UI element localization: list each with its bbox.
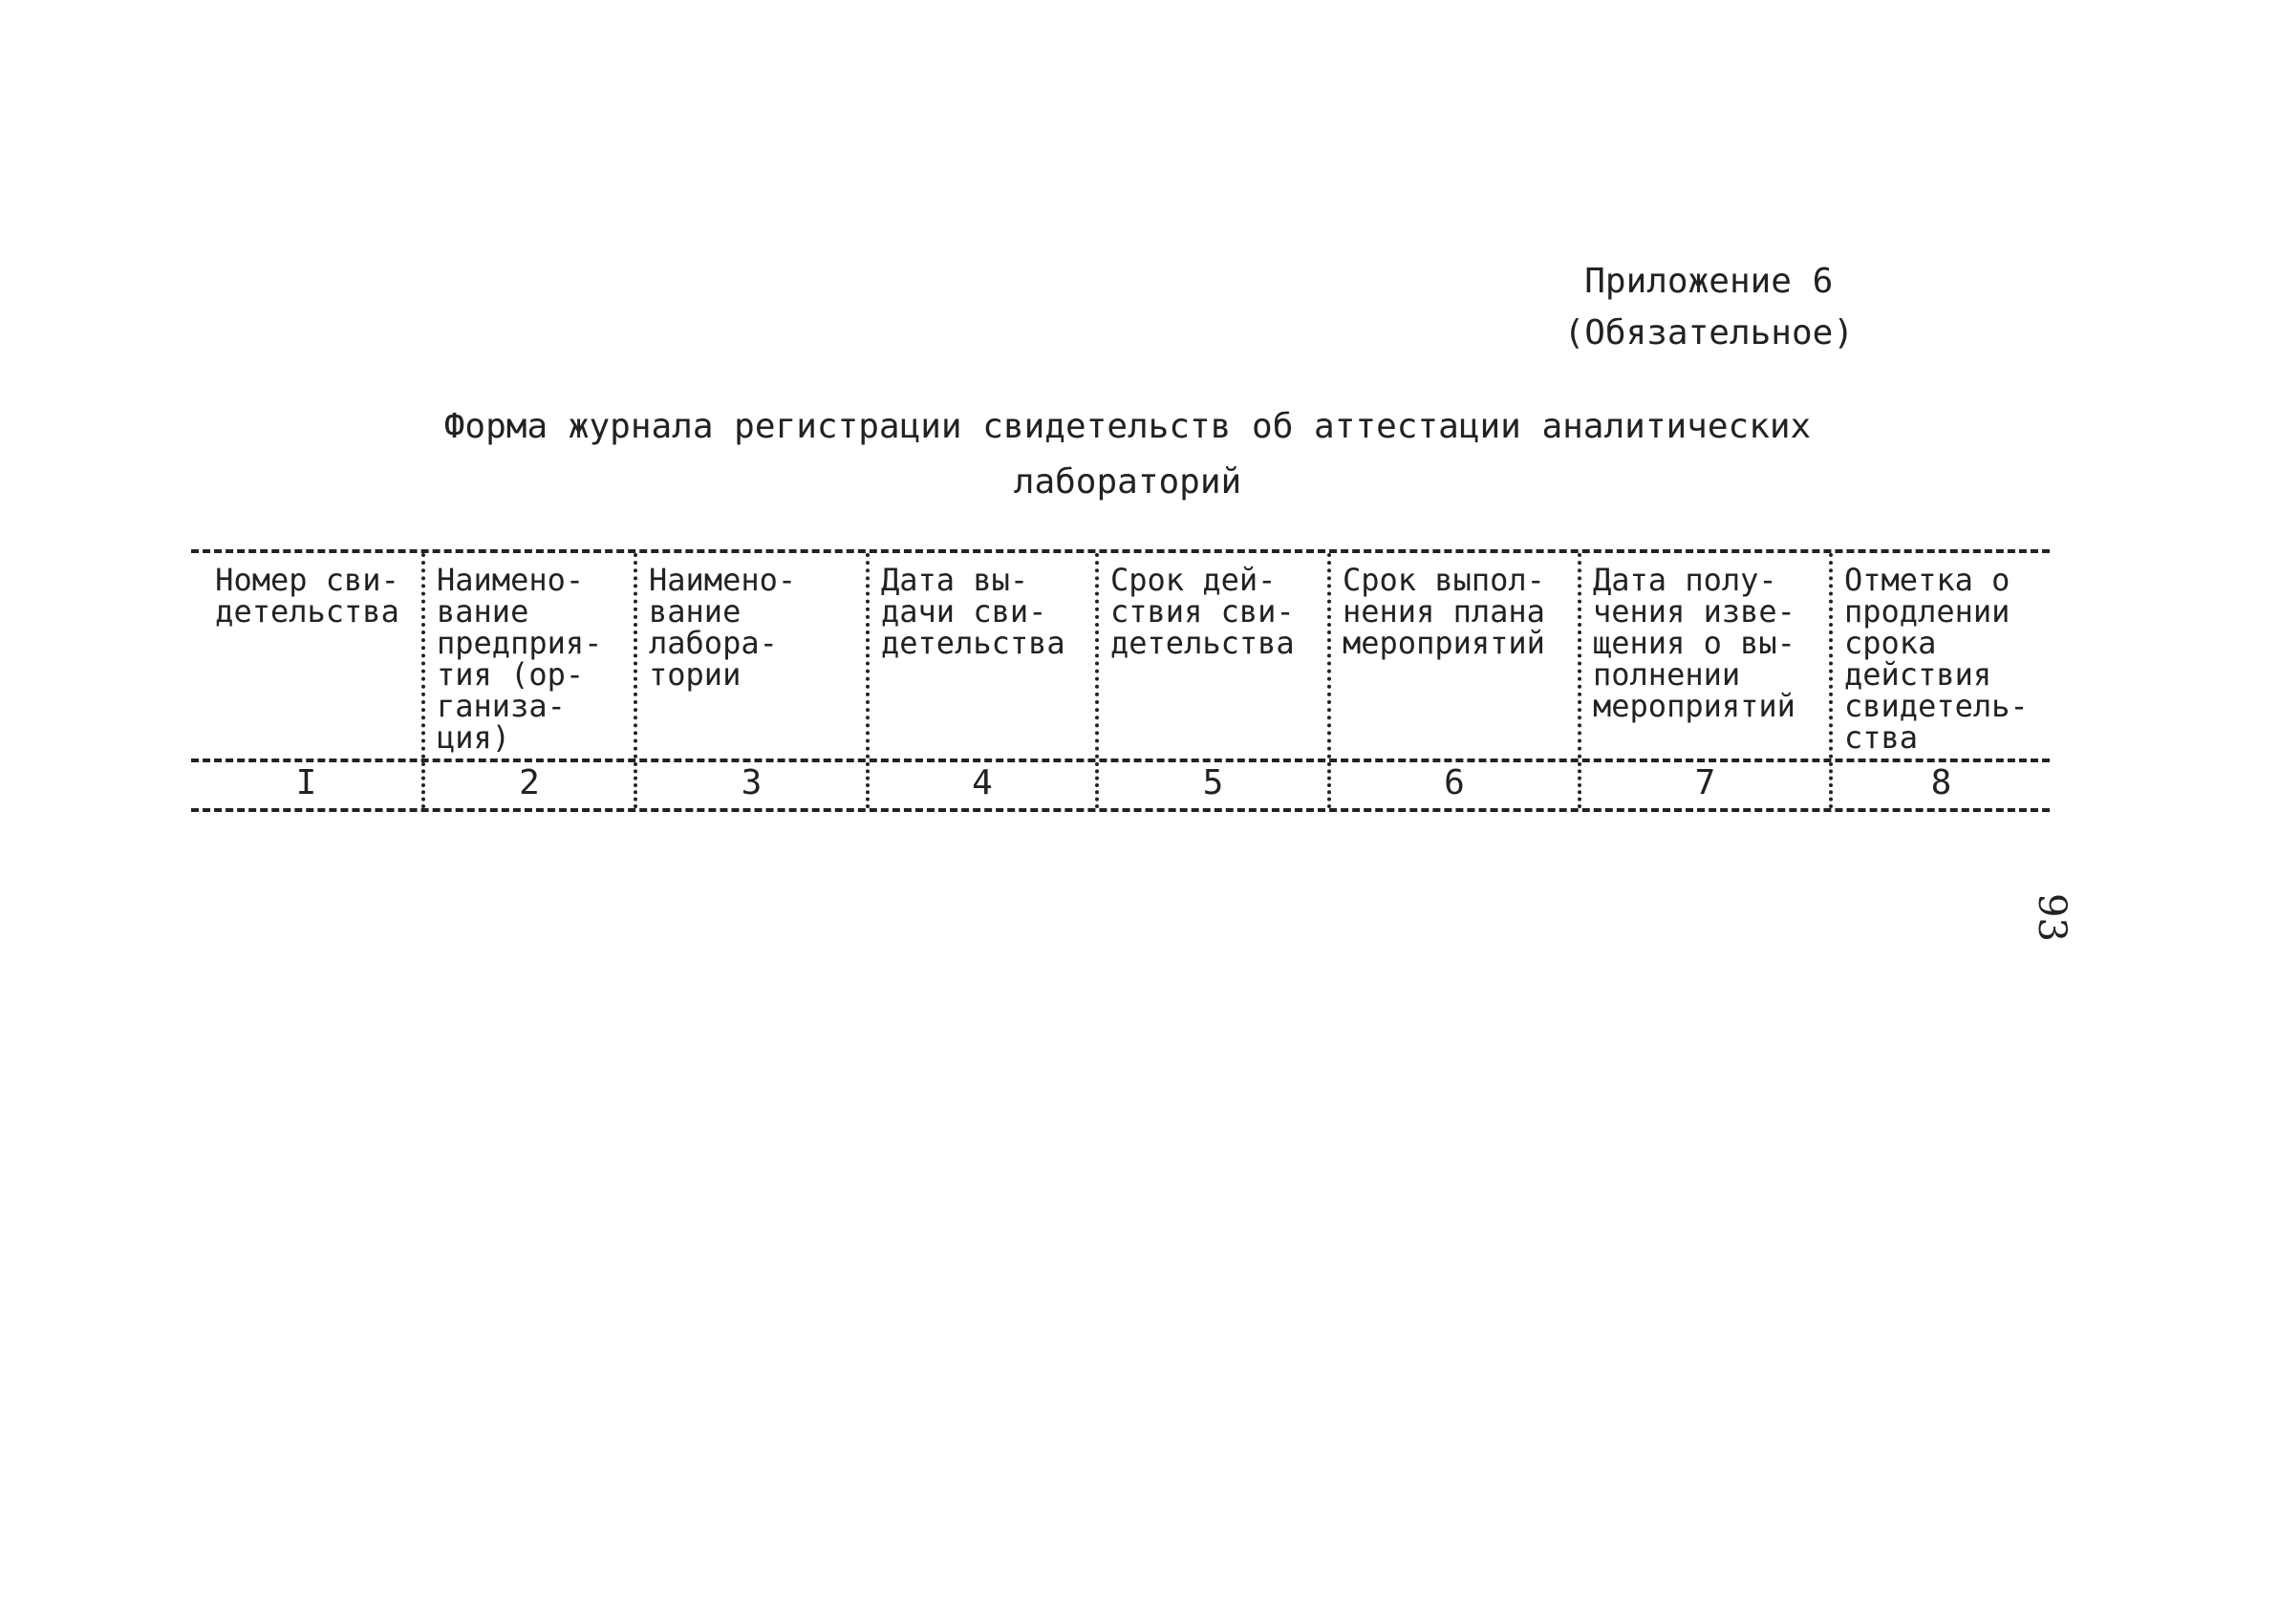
appendix-status: (Обязательное) bbox=[1563, 313, 1854, 353]
header-enterprise-name: Наимено- вание предприя- тия (ор- ганиза- ция) bbox=[425, 553, 637, 759]
header-issue-date: Дата вы- дачи сви- детельства bbox=[870, 553, 1099, 759]
header-notice-date: Дата полу- чения изве- щения о вы- полнении мероприятий bbox=[1581, 553, 1833, 759]
appendix-number: Приложение 6 bbox=[1584, 262, 1834, 301]
registration-journal-table bbox=[191, 549, 2050, 812]
column-number: I bbox=[191, 762, 425, 808]
header-extension-mark: Отметка о продлении срока действия свидетель- ства bbox=[1844, 562, 2029, 756]
form-title bbox=[287, 399, 1968, 510]
column-number: 3 bbox=[637, 762, 870, 808]
page-number: 93 bbox=[2030, 893, 2074, 942]
column-number: 4 bbox=[870, 762, 1099, 808]
header-laboratory-name: Наимено- вание лабора- тории bbox=[637, 553, 870, 759]
appendix-label bbox=[1564, 256, 1854, 359]
header-certificate-number: Номер сви- детельства bbox=[191, 553, 425, 759]
header-validity-period: Срок дей- ствия сви- детельства bbox=[1099, 553, 1331, 759]
table-column-numbers-row bbox=[191, 762, 2050, 812]
table-header-row bbox=[191, 549, 2050, 762]
column-number: 2 bbox=[425, 762, 637, 808]
column-number: 7 bbox=[1581, 762, 1833, 808]
form-title-line-2: лабораторий bbox=[1013, 462, 1242, 502]
column-number: 8 bbox=[1930, 763, 1952, 802]
column-number: 5 bbox=[1099, 762, 1331, 808]
header-plan-deadline: Срок выпол- нения плана мероприятий bbox=[1331, 553, 1581, 759]
form-title-line-1: Форма журнала регистрации свидетельств об аттестации аналитических bbox=[443, 407, 1812, 446]
column-number: 6 bbox=[1331, 762, 1581, 808]
